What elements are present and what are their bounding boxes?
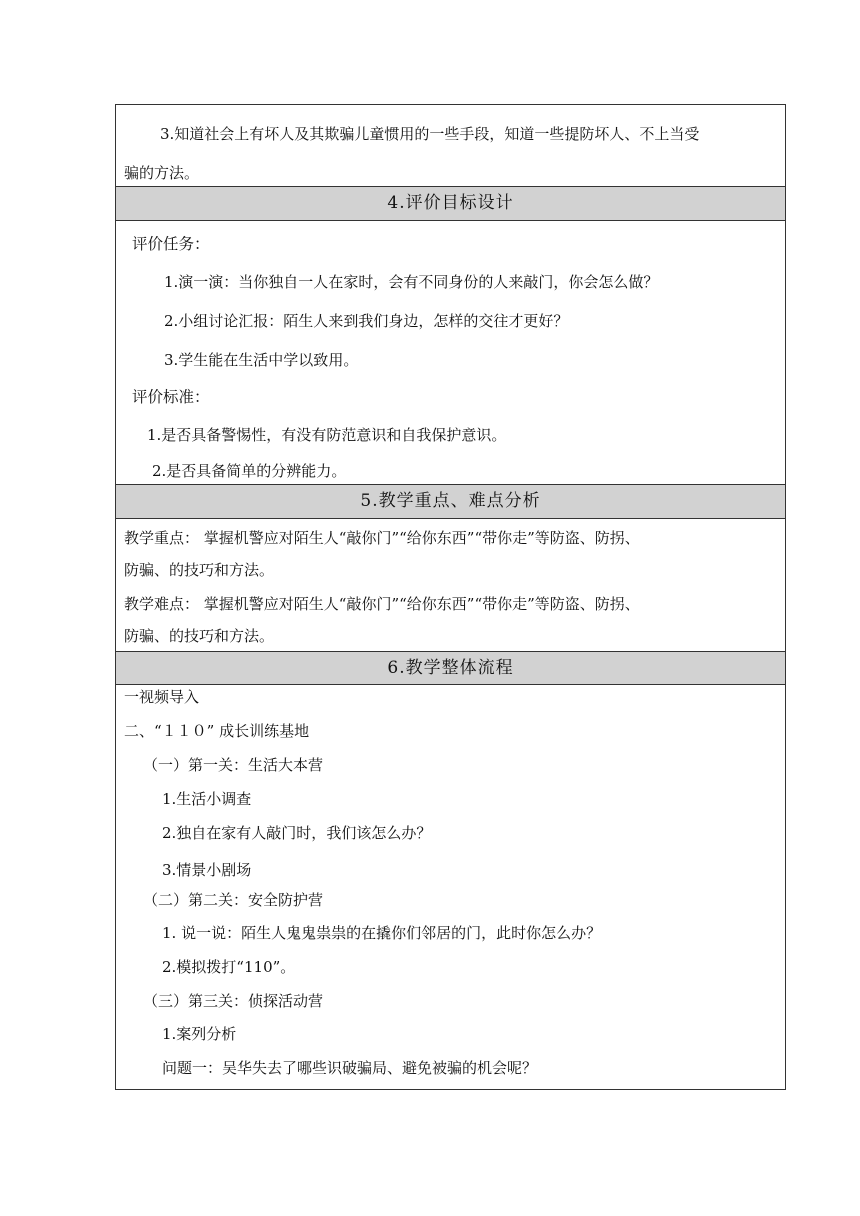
- evaluation-task-3: 3.学生能在生活中学以致用。: [164, 351, 359, 369]
- objective-3-line-2: 骗的方法。: [124, 164, 200, 182]
- process-level-1-item-3: 3.情景小剧场: [162, 861, 252, 879]
- evaluation-criterion-1: 1.是否具备警惕性，有没有防范意识和自我保护意识。: [147, 426, 507, 444]
- process-level-3-question-1: 问题一：吴华失去了哪些识破骗局、避免被骗的机会呢？: [162, 1059, 538, 1077]
- section-header-process: 6.教学整体流程: [116, 651, 785, 685]
- evaluation-criterion-2: 2.是否具备简单的分辨能力。: [152, 462, 347, 480]
- objective-3-line-1: 3.知道社会上有坏人及其欺骗儿童惯用的一些手段，知道一些提防坏人、不上当受: [160, 125, 700, 143]
- process-level-1-item-1: 1.生活小调查: [162, 790, 252, 808]
- process-level-1-item-2: 2.独自在家有人敲门时，我们该怎么办？: [162, 824, 432, 842]
- process-level-3-title: （三）第三关：侦探活动营: [143, 992, 324, 1010]
- document-table: [115, 104, 786, 1090]
- section-header-key-points: 5.教学重点、难点分析: [116, 484, 785, 519]
- teaching-difficulty-line-1: 教学难点： 掌握机警应对陌生人“敲你门”“给你东西”“带你走”等防盗、防拐、: [124, 595, 640, 613]
- process-level-3-item-1: 1.案列分析: [162, 1025, 237, 1043]
- teaching-focus-line-2: 防骗、的技巧和方法。: [124, 561, 275, 579]
- evaluation-task-2: 2.小组讨论汇报：陌生人来到我们身边，怎样的交往才更好？: [164, 312, 569, 330]
- process-step-video-intro: 一视频导入: [124, 688, 200, 706]
- teaching-focus-line-1: 教学重点： 掌握机警应对陌生人“敲你门”“给你东西”“带你走”等防盗、防拐、: [124, 529, 640, 547]
- process-level-2-item-1: 1. 说一说：陌生人鬼鬼祟祟的在撬你们邻居的门，此时你怎么办？: [162, 924, 602, 942]
- evaluation-task-1: 1.演一演：当你独自一人在家时，会有不同身份的人来敲门，你会怎么做？: [164, 273, 659, 291]
- process-level-2-item-2: 2.模拟拨打“110”。: [162, 958, 296, 976]
- process-level-1-title: （一）第一关：生活大本营: [143, 756, 324, 774]
- evaluation-criteria-label: 评价标准：: [132, 388, 210, 406]
- process-step-training-base: 二、“１１０” 成长训练基地: [124, 722, 310, 740]
- evaluation-tasks-label: 评价任务：: [132, 235, 210, 253]
- process-level-2-title: （二）第二关：安全防护营: [143, 891, 324, 909]
- section-header-evaluation: 4.评价目标设计: [116, 186, 785, 221]
- teaching-difficulty-line-2: 防骗、的技巧和方法。: [124, 627, 275, 645]
